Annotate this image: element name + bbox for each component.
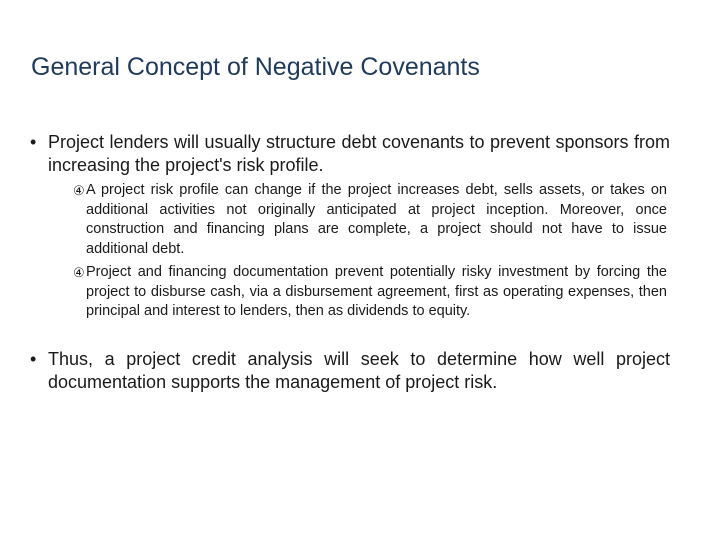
slide-title: General Concept of Negative Covenants	[31, 53, 480, 81]
sub-bullet-marker: ④	[73, 265, 85, 280]
sub-bullet-text: Project and financing documentation prevent potentially risky investment by forcing the project to disburse cash, via a disbursement agreement, first as operating expenses, then principal and interest to lenders, then as dividends to equity.	[86, 264, 667, 319]
bullet-text: Thus, a project credit analysis will seek to determine how well project documentation supports the management of project risk.	[48, 349, 670, 392]
sub-bullet-marker: ④	[73, 183, 85, 198]
sub-bullet-text: A project risk profile can change if the project increases debt, sells assets, or takes on additional activities not originally anticipated at project inception. Moreover, once construction and financing plans are complete, a project should not have to issue additional debt.	[86, 182, 667, 257]
bullet-marker: •	[30, 132, 37, 152]
bullet-item	[30, 131, 670, 177]
bullet-item	[30, 348, 670, 394]
bullet-text: Project lenders will usually structure debt covenants to prevent sponsors from increasing the project's risk profile.	[48, 132, 670, 175]
sub-bullet-item	[73, 181, 667, 259]
sub-bullet-item	[73, 263, 667, 322]
bullet-marker: •	[30, 349, 37, 369]
